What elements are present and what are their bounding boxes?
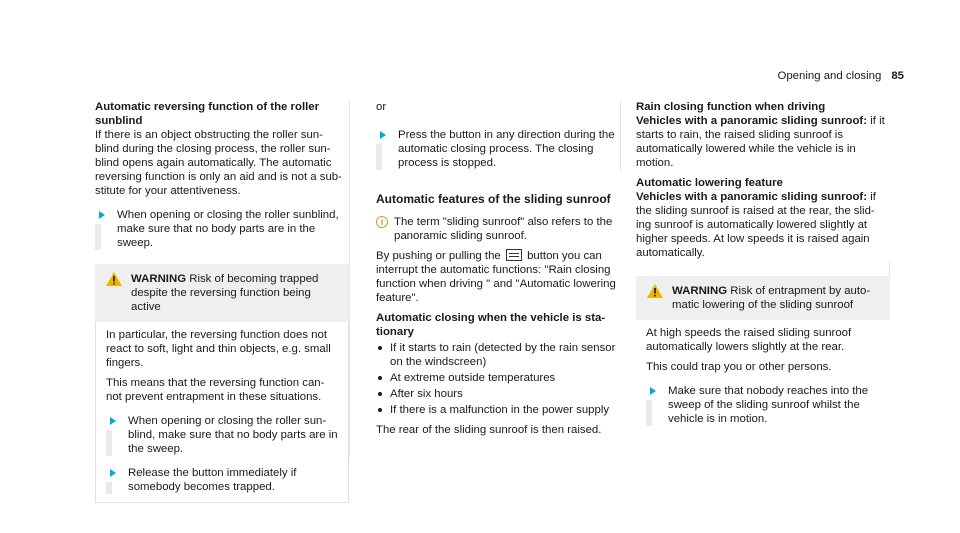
step-text: Release the button immediately if somebody becomes trapped. [128,467,297,493]
step-text: When opening or closing the roller sunblind, make sure that no body parts are in the sweep. [117,209,339,249]
subsection-title: Automatic closing when the vehicle is sta- tionary [376,312,606,338]
arrow-icon [650,387,656,395]
instruction-step [646,384,880,426]
subsection-title: Rain closing function when driving [636,101,826,113]
bullet-list [376,341,620,417]
warning-header [95,264,349,322]
column-2 [376,100,620,437]
arrow-icon [110,417,116,425]
warning-paragraph: This means that the reversing function can- not prevent entrapment in these situations. [106,377,325,403]
list-item: If there is a malfunction in the power supply [376,403,620,417]
instruction-step [106,466,338,494]
arrow-icon [110,469,116,477]
column-divider [349,100,350,458]
column-1 [95,100,349,503]
arrow-icon [380,131,386,139]
list-item: After six hours [376,387,620,401]
warning-box [95,264,349,503]
list-item: If it starts to rain (detected by the rain sensor on the windscreen) [376,341,620,369]
paragraph: The rear of the sliding sunroof is then raised. [376,424,602,436]
warning-icon [106,272,122,286]
column-3 [636,100,890,434]
intro-text: If there is an object obstructing the roller sun- blind during the closing process, the roller sun- blind opens again automatically. The automatic reversing function is only an aid and is not a sub- stitute for your attentiveness. [95,129,342,197]
warning-text: Risk of entrapment by auto- matic lowering of the sliding sunroof [672,285,871,311]
warning-label: WARNING [672,285,728,297]
note [376,215,620,243]
step-text: When opening or closing the roller sun- blind, make sure that no body parts are in the sweep. [128,415,338,455]
info-icon: i [376,216,388,228]
warning-label: WARNING [131,273,187,285]
warning-paragraph: At high speeds the raised sliding sunroof automatically lowers slightly at the rear. [646,327,852,353]
warning-body [636,320,890,434]
warning-icon [647,284,663,298]
page-header [777,69,904,83]
warning-paragraph: This could trap you or other persons. [646,361,832,373]
step-text: Press the button in any direction during the automatic closing process. The closing process is stopped. [398,129,615,169]
instruction-step [95,208,349,250]
warning-box [636,276,890,434]
or-text: or [376,101,387,113]
paragraph: Vehicles with a panoramic sliding sunroof: if the sliding sunroof is raised at the rear, the slid- ing sunroof is automatically lowered slightly at higher speeds. At low speeds it is raised again automatically. [636,191,876,259]
note-text: The term "sliding sunroof" also refers to the panoramic sliding sunroof. [394,216,613,242]
paragraph: Vehicles with a panoramic sliding sunroof: if it starts to rain, the raised sliding sunroof is automatically lowered while the vehicle is in motion. [636,115,885,169]
paragraph: By pushing or pulling the button you can interrupt the automatic functions: "Rain closing function when driving " and "Automatic lowering feature". [376,250,616,304]
section-title: Automatic reversing function of the roller sunblind [95,101,320,127]
sunroof-button-icon [506,249,522,261]
list-item: At extreme outside temperatures [376,371,620,385]
warning-paragraph: In particular, the reversing function does not react to soft, light and thin objects, e.g. small fingers. [106,329,331,369]
section-title: Automatic features of the sliding sunroof [376,192,611,206]
subsection-title: Automatic lowering feature [636,177,783,189]
warning-body [95,322,349,503]
page-number: 85 [891,70,904,82]
section-name: Opening and closing [777,70,882,82]
instruction-step [376,128,620,170]
warning-header [636,276,890,320]
step-text: Make sure that nobody reaches into the sweep of the sliding sunroof whilst the vehicle is in motion. [668,385,869,425]
warning-text: Risk of becoming trapped despite the reversing function being active [131,273,319,313]
arrow-icon [99,211,105,219]
column-divider [620,100,621,172]
instruction-step [106,414,338,456]
